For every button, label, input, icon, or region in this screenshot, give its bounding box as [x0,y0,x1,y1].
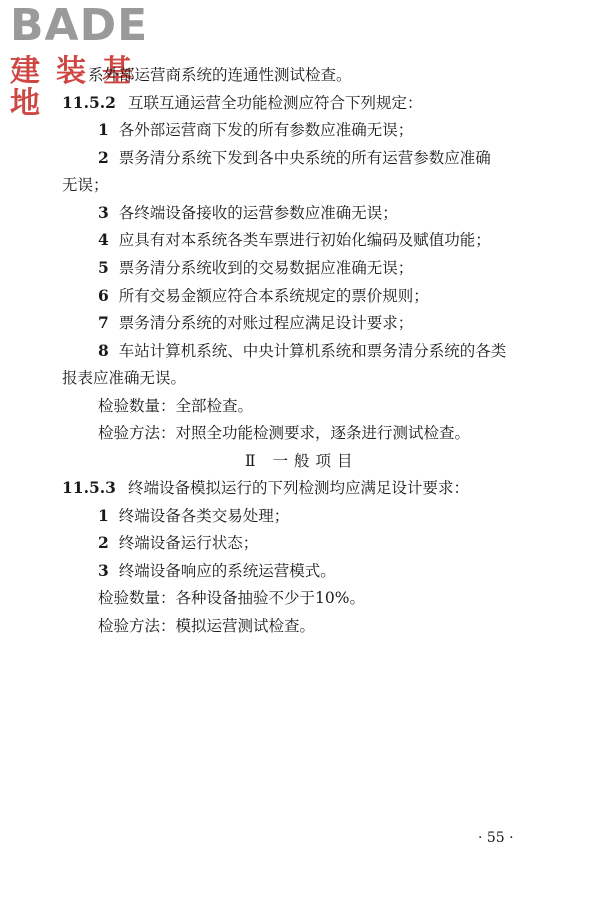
item-text: 票务清分系统的对账过程应满足设计要求； [118,314,414,332]
clause-11-5-3 [62,478,469,498]
list-item [98,148,491,168]
item-text: 各外部运营商下发的所有参数应准确无误； [118,121,414,139]
watermark-tagline: 建装基地 [10,54,148,121]
list-item [98,313,413,333]
paragraph-line: 系外部运营商系统的连通性测试检查。 [88,66,352,84]
list-item [98,258,413,278]
clause-text: 终端设备模拟运行的下列检测均应满足设计要求： [127,479,469,497]
clause-number: 11.5.2 [62,93,116,112]
item-text: 车站计算机系统、中央计算机系统和票务清分系统的各类 [118,342,507,360]
item-text: 票务清分系统下发到各中央系统的所有运营参数应准确 [118,149,491,167]
list-item [98,286,429,306]
item-text: 票务清分系统收到的交易数据应准确无误； [118,259,414,277]
item-number: 1 [98,506,109,525]
item-number: 1 [98,120,109,139]
item-number: 4 [98,230,109,249]
item-number: 7 [98,313,109,332]
item-continuation: 无误； [62,176,109,194]
inspection-method: 检验方法：模拟运营测试检查。 [98,617,316,635]
item-number: 6 [98,286,109,305]
item-number: 5 [98,258,109,277]
item-continuation: 报表应准确无误。 [62,369,187,387]
item-number: 2 [98,148,109,167]
section-heading: Ⅱ 一般项目 [245,452,359,470]
list-item [98,203,398,223]
list-item [98,230,491,250]
item-text: 终端设备运行状态； [118,534,259,552]
clause-11-5-2 [62,93,422,113]
list-item [98,533,258,553]
list-item [98,341,506,361]
item-text: 所有交易金额应符合本系统规定的票价规则； [118,287,429,305]
item-number: 8 [98,341,109,360]
item-text: 终端设备各类交易处理； [118,507,290,525]
list-item [98,561,336,581]
inspection-quantity: 检验数量：全部检查。 [98,397,254,415]
item-text: 应具有对本系统各类车票进行初始化编码及赋值功能； [118,231,491,249]
page-number: · 55 · [478,830,514,846]
item-text: 各终端设备接收的运营参数应准确无误； [118,204,398,222]
item-number: 3 [98,561,109,580]
item-number: 2 [98,533,109,552]
inspection-method: 检验方法：对照全功能检测要求，逐条进行测试检查。 [98,424,471,442]
list-item [98,120,413,140]
clause-number: 11.5.3 [62,478,116,497]
item-text: 终端设备响应的系统运营模式。 [118,562,336,580]
watermark-brand: BADE [10,0,149,51]
clause-text: 互联互通运营全功能检测应符合下列规定： [127,94,423,112]
list-item [98,506,289,526]
item-number: 3 [98,203,109,222]
inspection-quantity: 检验数量：各种设备抽验不少于10%。 [98,589,365,607]
